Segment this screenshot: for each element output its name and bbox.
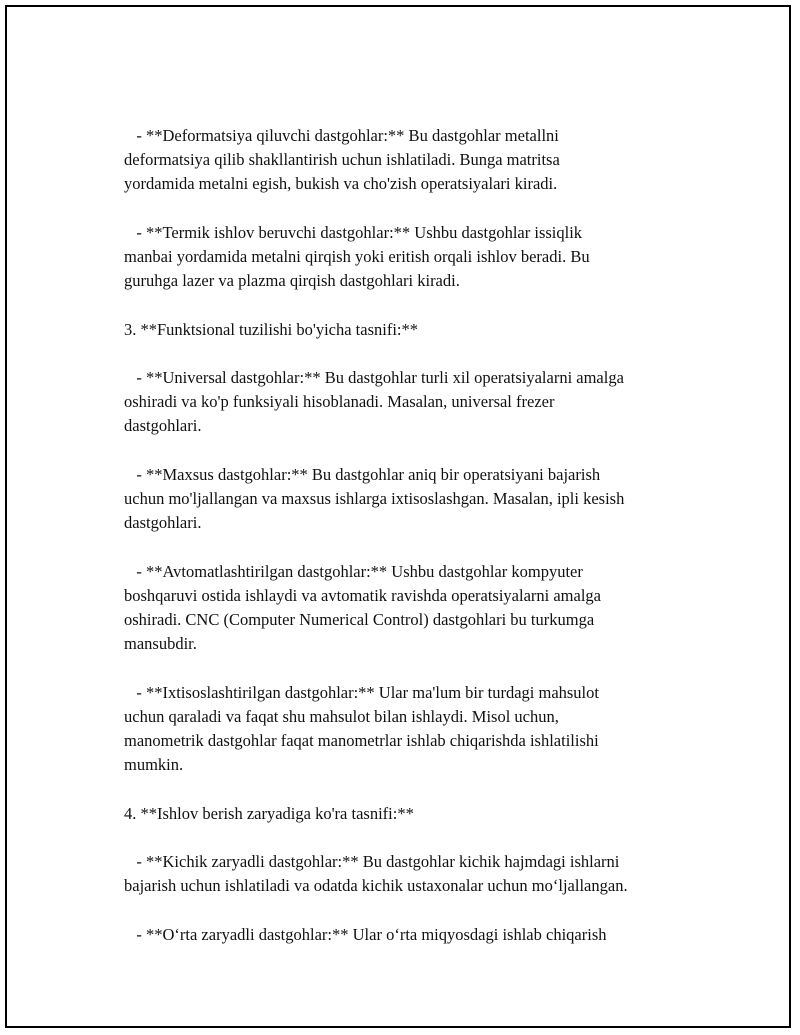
document-body [124,124,704,971]
text-line: - **Universal dastgohlar:** Bu dastgohlar turli xil operatsiyalarni amalga [124,367,624,387]
text-line: oshiradi. CNC (Computer Numerical Control) dastgohlari bu turkumga [124,609,595,629]
text-line: deformatsiya qilib shakllantirish uchun ishlatiladi. Bunga matritsa [124,150,560,170]
text-line: - **Termik ishlov beruvchi dastgohlar:** Ushbu dastgohlar issiqlik [124,222,583,242]
page-border [5,5,791,1028]
paragraph-kichik-zaryadli [124,850,704,898]
text-line: - **Avtomatlashtirilgan dastgohlar:** Ushbu dastgohlar kompyuter [124,561,583,581]
text-line: manometrik dastgohlar faqat manometrlar ishlab chiqarishda ishlatilishi [124,730,599,750]
section-heading-3 [124,318,704,342]
text-line: oshiradi va ko'p funksiyali hisoblanadi. Masalan, universal frezer [124,392,555,412]
text-line: uchun mo'ljallangan va maxsus ishlarga ixtisoslashgan. Masalan, ipli kesish [124,488,625,508]
text-line: - **Maxsus dastgohlar:** Bu dastgohlar aniq bir operatsiyani bajarish [124,464,601,484]
text-line: 4. **Ishlov berish zaryadiga ko'ra tasnifi:** [124,803,414,823]
text-line: mansubdir. [124,634,197,654]
text-line: - **Deformatsiya qiluvchi dastgohlar:** Bu dastgohlar metallni [124,126,559,145]
section-heading-4 [124,802,704,826]
paragraph-universal [124,366,704,439]
text-line: 3. **Funktsional tuzilishi bo'yicha tasnifi:** [124,319,418,339]
text-line: bajarish uchun ishlatiladi va odatda kichik ustaxonalar uchun mo‘ljallangan. [124,876,628,896]
paragraph-termik [124,221,704,294]
text-line: uchun qaraladi va faqat shu mahsulot bilan ishlaydi. Misol uchun, [124,706,559,726]
paragraph-avtomatlashtirilgan [124,560,704,657]
text-line: - **Kichik zaryadli dastgohlar:** Bu dastgohlar kichik hajmdagi ishlarni [124,851,620,871]
text-line: manbai yordamida metalni qirqish yoki eritish orqali ishlov beradi. Bu [124,247,590,266]
text-line: mumkin. [124,755,184,775]
paragraph-maxsus [124,463,704,536]
text-line: dastgohlari. [124,513,202,533]
paragraph-ixtisoslashtirilgan [124,681,704,778]
text-line: - **Ixtisoslashtirilgan dastgohlar:** Ular ma'lum bir turdagi mahsulot [124,682,599,702]
paragraph-orta-zaryadli [124,923,704,947]
text-line: dastgohlari. [124,416,202,436]
text-line: boshqaruvi ostida ishlaydi va avtomatik ravishda operatsiyalarni amalga [124,585,601,605]
text-line: yordamida metalni egish, bukish va cho'zish operatsiyalari kiradi. [124,174,558,194]
text-line: guruhga lazer va plazma qirqish dastgohlari kiradi. [124,271,460,291]
text-line: - **O‘rta zaryadli dastgohlar:** Ular o‘rta miqyosdagi ishlab chiqarish [124,924,607,944]
paragraph-deformatsiya [124,124,704,197]
